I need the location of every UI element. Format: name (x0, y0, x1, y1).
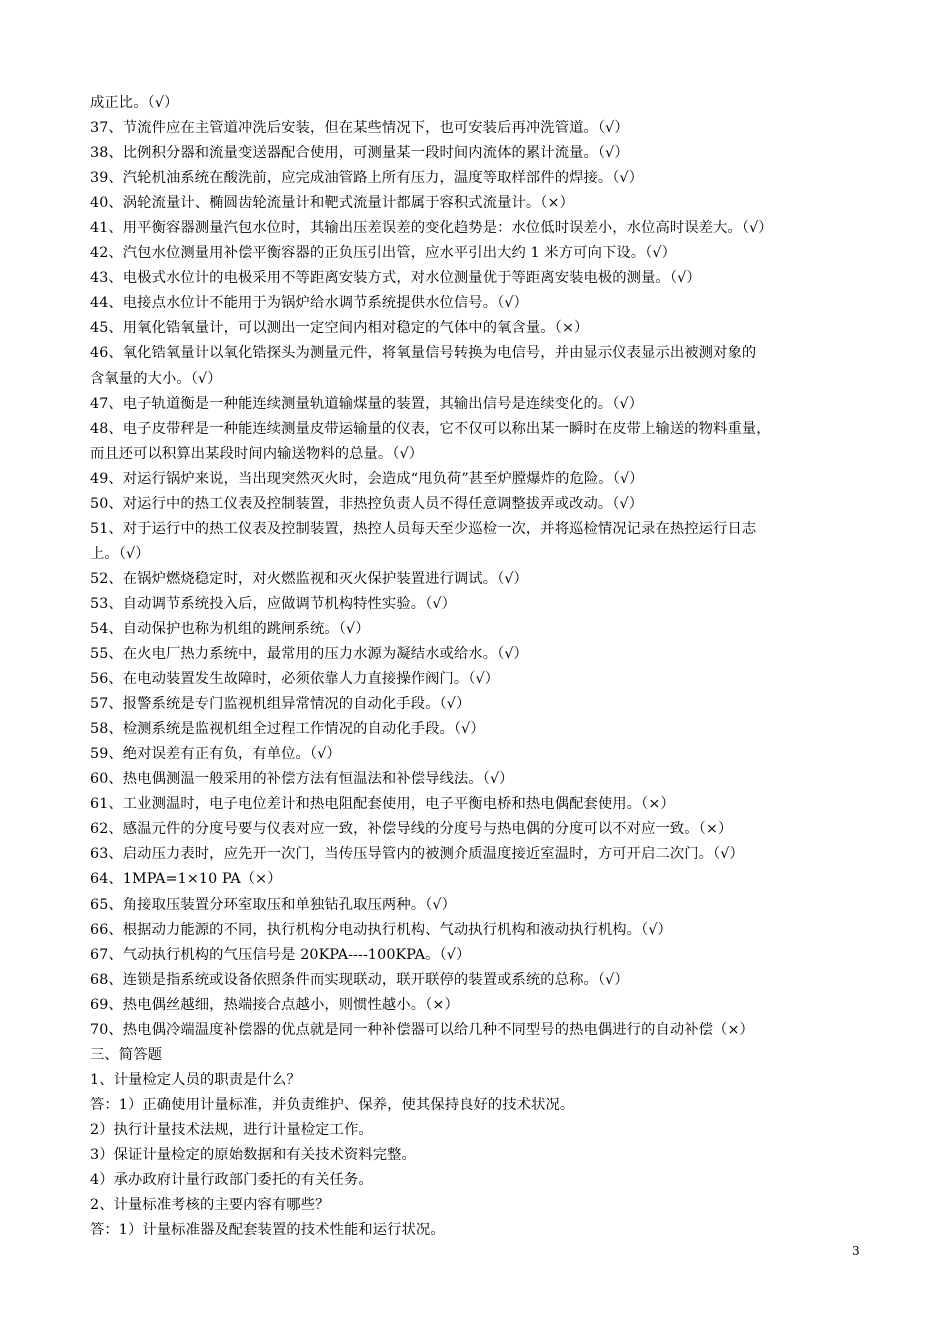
text-line: 49、对运行锅炉来说，当出现突然灭火时，会造成“甩负荷”甚至炉膛爆炸的危险。（√） (90, 470, 644, 487)
page-number: 3 (852, 1244, 860, 1258)
text-line: 50、对运行中的热工仪表及控制装置，非热控负责人员不得任意调整拔弄或改动。（√） (90, 495, 644, 512)
text-line: 42、汽包水位测量用补偿平衡容器的正负压引出管，应水平引出大约 1 米方可向下设。（√） (90, 245, 677, 262)
text-line: 2）执行计量技术法规，进行计量检定工作。 (90, 1121, 373, 1138)
text-line: 4）承办政府计量行政部门委托的有关任务。 (90, 1172, 373, 1189)
text-line: 63、启动压力表时，应先开一次门，当传压导管内的被测介质温度接近室温时，方可开启二次门。（√） (90, 846, 744, 863)
text-line: 成正比。（√） (90, 95, 179, 111)
text-line: 2、计量标准考核的主要内容有哪些？ (90, 1197, 330, 1214)
text-line: 67、气动执行机构的气压信号是 20KPA----100KPA。（√） (90, 946, 471, 963)
text-line: 55、在火电厂热力系统中，最常用的压力水源为凝结水或给水。（√） (90, 646, 528, 663)
text-line: 65、角接取压装置分环室取压和单独钻孔取压两种。（√） (90, 896, 456, 913)
text-line: 37、节流件应在主管道冲洗后安装，但在某些情况下，也可安装后再冲洗管道。（√） (90, 120, 629, 137)
text-line: 3）保证计量检定的原始数据和有关技术资料完整。 (90, 1146, 416, 1163)
text-line: 45、用氧化锆氧量计，可以测出一定空间内相对稳定的气体中的氧含量。（×） (90, 320, 589, 337)
text-line: 39、汽轮机油系统在酸洗前，应完成油管路上所有压力，温度等取样部件的焊接。（√） (90, 170, 644, 187)
text-line: 51、对于运行中的热工仪表及控制装置，热控人员每天至少巡检一次，并将巡检情况记录在热控运行日志 (90, 520, 757, 537)
text-line: 而且还可以积算出某段时间内输送物料的总量。（√） (90, 445, 424, 462)
text-line: 答：1）计量标准器及配套装置的技术性能和运行状况。 (90, 1222, 445, 1239)
text-line: 64、1MPA=1×10 PA（×） (90, 871, 282, 888)
text-line: 56、在电动装置发生故障时，必须依靠人力直接操作阀门。（√） (90, 671, 500, 688)
text-line: 54、自动保护也称为机组的跳闸系统。（√） (90, 620, 370, 637)
text-line: 答：1）正确使用计量标准，并负责维护、保养，使其保持良好的技术状况。 (90, 1096, 575, 1113)
text-line: 60、热电偶测温一般采用的补偿方法有恒温法和补偿导线法。（√） (90, 771, 514, 788)
text-line: 53、自动调节系统投入后，应做调节机构特性实验。（√） (90, 595, 456, 612)
text-line: 70、热电偶冷端温度补偿器的优点就是同一种补偿器可以给几种不同型号的热电偶进行的自动补偿（×） (90, 1021, 754, 1038)
text-line: 58、检测系统是监视机组全过程工作情况的自动化手段。（√） (90, 721, 485, 738)
text-line: 68、连锁是指系统或设备依照条件而实现联动，联开联停的装置或系统的总称。（√） (90, 971, 629, 988)
text-line: 44、电接点水位计不能用于为锅炉给水调节系统提供水位信号。（√） (90, 295, 528, 312)
text-line: 三、简答题 (90, 1046, 162, 1063)
text-line: 上。（√） (90, 545, 150, 562)
text-line: 59、绝对误差有正有负，有单位。（√） (90, 746, 341, 763)
text-line: 43、电极式水位计的电极采用不等距离安装方式，对水位测量优于等距离安装电极的测量。（√） (90, 270, 701, 287)
text-line: 62、感温元件的分度号要与仪表对应一致，补偿导线的分度号与热电偶的分度可以不对应一致。（×） (90, 821, 733, 838)
text-line: 46、氧化锆氧量计以氧化锆探头为测量元件，将氧量信号转换为电信号，并由显示仪表显示出被测对象的 (90, 345, 757, 362)
text-line: 含氧量的大小。（√） (90, 370, 222, 387)
text-line: 41、用平衡容器测量汽包水位时，其输出压差误差的变化趋势是：水位低时误差小，水位高时误差大。（√） (90, 220, 773, 237)
text-line: 38、比例积分器和流量变送器配合使用，可测量某一段时间内流体的累计流量。（√） (90, 145, 629, 162)
text-line: 1、计量检定人员的职责是什么？ (90, 1071, 301, 1088)
text-line: 66、根据动力能源的不同，执行机构分电动执行机构、气动执行机构和液动执行机构。（√） (90, 921, 672, 938)
text-line: 69、热电偶丝越细，热端接合点越小，则惯性越小。（×） (90, 996, 459, 1013)
text-line: 52、在锅炉燃烧稳定时，对火燃监视和灭火保护装置进行调试。（√） (90, 570, 528, 587)
text-line: 61、工业测温时，电子电位差计和热电阻配套使用，电子平衡电桥和热电偶配套使用。（×） (90, 796, 675, 813)
text-line: 40、涡轮流量计、椭圆齿轮流量计和靶式流量计都属于容积式流量计。（×） (90, 195, 575, 212)
text-line: 48、电子皮带秤是一种能连续测量皮带运输量的仪表，它不仅可以称出某一瞬时在皮带上输送的物料重量， (90, 420, 771, 437)
text-line: 57、报警系统是专门监视机组异常情况的自动化手段。（√） (90, 696, 471, 713)
document-body (90, 91, 870, 1243)
text-line: 47、电子轨道衡是一种能连续测量轨道输煤量的装置，其输出信号是连续变化的。（√） (90, 395, 644, 412)
